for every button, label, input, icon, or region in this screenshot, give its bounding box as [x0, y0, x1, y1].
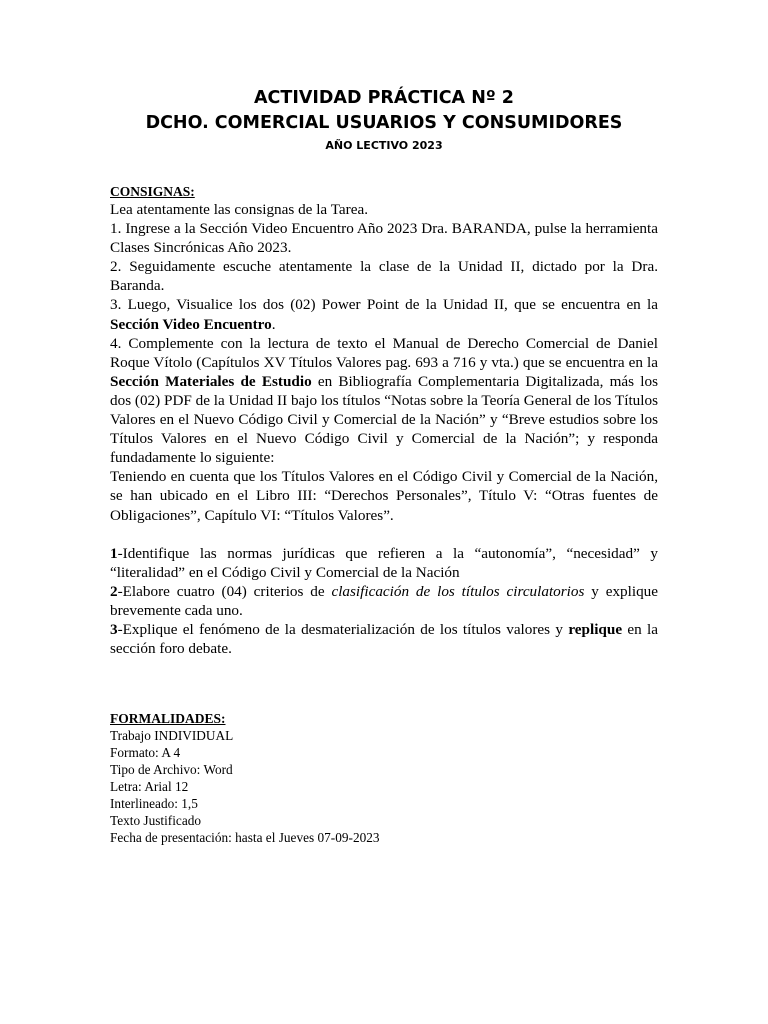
question-1-number: 1	[110, 544, 118, 562]
formalities-section	[110, 710, 658, 846]
question-1-text: -Identifique las normas jurídicas que refieren a la “autonomía”, “necesidad” y “literalidad” en el Código Civil y Comercial de la Nación	[110, 544, 658, 581]
context-paragraph: Teniendo en cuenta que los Títulos Valores en el Código Civil y Comercial de la Nación, se han ubicado en el Libro III: “Derechos Personales”, Título V: “Otras fuentes de Obligaciones”, Capítulo VI: “Títulos Valores”.	[110, 468, 658, 524]
formality-item: Tipo de Archivo: Word	[110, 762, 233, 777]
formality-item: Fecha de presentación: hasta el Jueves 07-09-2023	[110, 830, 380, 845]
formality-item: Texto Justificado	[110, 813, 202, 828]
instruction-item-4-emphasis: Sección Materiales de Estudio	[110, 372, 312, 390]
question-3-number: 3	[110, 620, 118, 638]
consignas-heading: CONSIGNAS:	[110, 184, 195, 199]
instruction-item-3-end: .	[271, 315, 276, 333]
question-3-end: en la sección foro debate.	[110, 620, 658, 658]
formality-item: Interlineado: 1,5	[110, 796, 198, 811]
question-1	[110, 544, 658, 582]
question-3-text: -Explique el fenómeno de la desmaterialización de los títulos valores y	[117, 620, 569, 638]
instructions-section	[110, 183, 658, 658]
question-3	[110, 620, 658, 658]
instruction-item-4-end: en Bibliografía Complementaria Digitalizada, más los dos (02) PDF de la Unidad II bajo los títulos “Notas sobre la Teoría General de los Títulos Valores en el Nuevo Código Civil y Comercial de la Nación” y “Breve estudios sobre los Títulos Valores en el Nuevo Código Civil y Comercial de la Nación”; y responda fundadamente lo siguiente:	[110, 372, 658, 467]
instruction-item-3-emphasis: Sección Video Encuentro	[110, 315, 272, 333]
instruction-item-4	[110, 334, 658, 468]
course-title: DCHO. COMERCIAL USUARIOS Y CONSUMIDORES	[145, 113, 623, 133]
question-3-emphasis: replique	[568, 620, 623, 638]
question-2-emphasis: clasificación de los títulos circulatorios	[331, 582, 585, 600]
instruction-item-2: 2. Seguidamente escuche atentamente la clase de la Unidad II, dictado por la Dra. Baranda.	[110, 258, 658, 295]
question-2	[110, 582, 658, 620]
instruction-item-3-text: 3. Luego, Visualice los dos (02) Power Point de la Unidad II, que se encuentra en la	[110, 296, 658, 314]
activity-title: ACTIVIDAD PRÁCTICA Nº 2	[254, 88, 514, 108]
formality-item: Trabajo INDIVIDUAL	[110, 728, 234, 743]
question-2-number: 2	[110, 582, 118, 600]
document-header	[0, 86, 768, 154]
instruction-item-3	[110, 295, 658, 333]
spacer	[110, 525, 658, 544]
instruction-item-1: 1. Ingrese a la Sección Video Encuentro Año 2023 Dra. BARANDA, pulse la herramienta Clases Sincrónicas Año 2023.	[110, 220, 658, 257]
consignas-intro: Lea atentamente las consignas de la Tarea.	[110, 201, 368, 218]
instruction-item-4-text: 4. Complemente con la lectura de texto el Manual de Derecho Comercial de Daniel Roque Vítolo (Capítulos XV Títulos Valores pag. 693 a 716 y vta.) que se encuentra en la	[110, 334, 658, 371]
formalidades-heading: FORMALIDADES:	[110, 711, 226, 726]
formality-item: Letra: Arial 12	[110, 779, 189, 794]
question-2-end: y explique brevemente cada uno.	[110, 582, 659, 619]
academic-year: AÑO LECTIVO 2023	[325, 139, 443, 152]
question-2-text: -Elabore cuatro (04) criterios de	[117, 582, 332, 600]
formality-item: Formato: A 4	[110, 745, 181, 760]
